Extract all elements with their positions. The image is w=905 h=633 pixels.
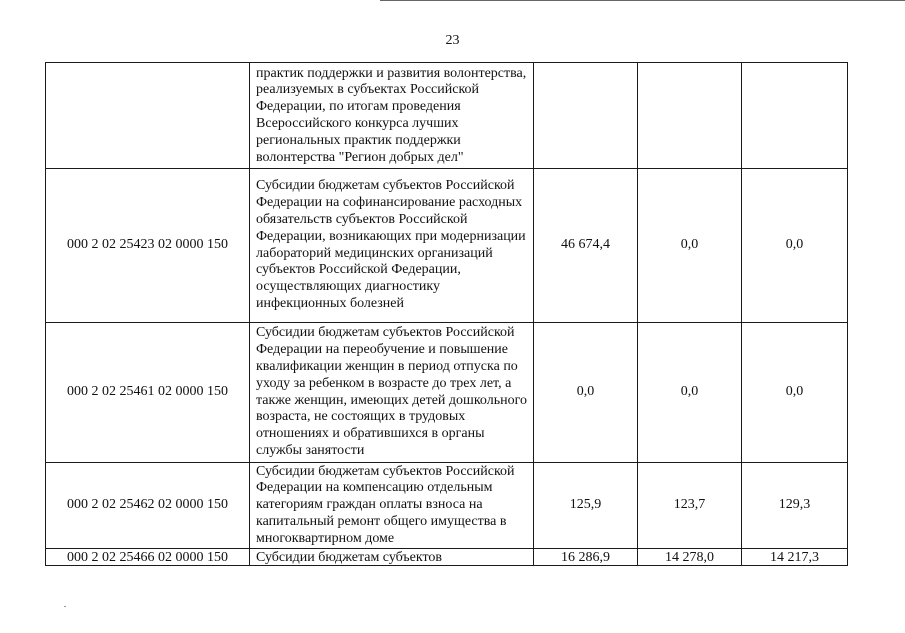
row-code: 000 2 02 25461 02 0000 150 (46, 323, 250, 463)
row-description: Субсидии бюджетам субъектов Российской Федерации на переобучение и повышение квалификации женщин в период отпуска по уходу за ребенком в возрасте до трех лет, а также женщин, имеющих детей дошкольного возраста, не состоящих в трудовых отношениях и обратившихся в органы службы занятости (250, 323, 534, 463)
table-row (46, 169, 848, 323)
row-code (46, 63, 250, 169)
row-value-3: 0,0 (742, 323, 848, 463)
row-value-3: 129,3 (742, 463, 848, 549)
row-value-2: 0,0 (638, 323, 742, 463)
row-value-1: 46 674,4 (534, 169, 638, 323)
row-value-1: 0,0 (534, 323, 638, 463)
row-value-2: 123,7 (638, 463, 742, 549)
row-value-1: 16 286,9 (534, 549, 638, 566)
row-description: Субсидии бюджетам субъектов Российской Федерации на софинансирование расходных обязательств субъектов Российской Федерации, возникающих при модернизации лабораторий медицинских организаций субъектов Российской Федерации, осуществляющих диагностику инфекционных болезней (250, 169, 534, 323)
row-description: практик поддержки и развития волонтерства, реализуемых в субъектах Российской Федерации, по итогам проведения Всероссийского конкурса лучших региональных практик поддержки волонтерства "Регион добрых дел" (250, 63, 534, 169)
scan-edge-line (380, 0, 905, 1)
table-row (46, 549, 848, 566)
row-value-2 (638, 63, 742, 169)
scan-speck (64, 606, 66, 607)
table-row (46, 63, 848, 169)
page-number: 23 (445, 33, 460, 48)
row-value-3: 0,0 (742, 169, 848, 323)
table-row (46, 323, 848, 463)
row-code: 000 2 02 25423 02 0000 150 (46, 169, 250, 323)
row-code: 000 2 02 25462 02 0000 150 (46, 463, 250, 549)
row-value-3 (742, 63, 848, 169)
row-value-3: 14 217,3 (742, 549, 848, 566)
row-description: Субсидии бюджетам субъектов (250, 549, 534, 566)
row-value-1 (534, 63, 638, 169)
row-description: Субсидии бюджетам субъектов Российской Федерации на компенсацию отдельным категориям граждан оплаты взноса на капитальный ремонт общего имущества в многоквартирном доме (250, 463, 534, 549)
budget-table (45, 62, 848, 566)
row-value-2: 14 278,0 (638, 549, 742, 566)
row-value-2: 0,0 (638, 169, 742, 323)
table-row (46, 463, 848, 549)
row-value-1: 125,9 (534, 463, 638, 549)
row-code: 000 2 02 25466 02 0000 150 (46, 549, 250, 566)
